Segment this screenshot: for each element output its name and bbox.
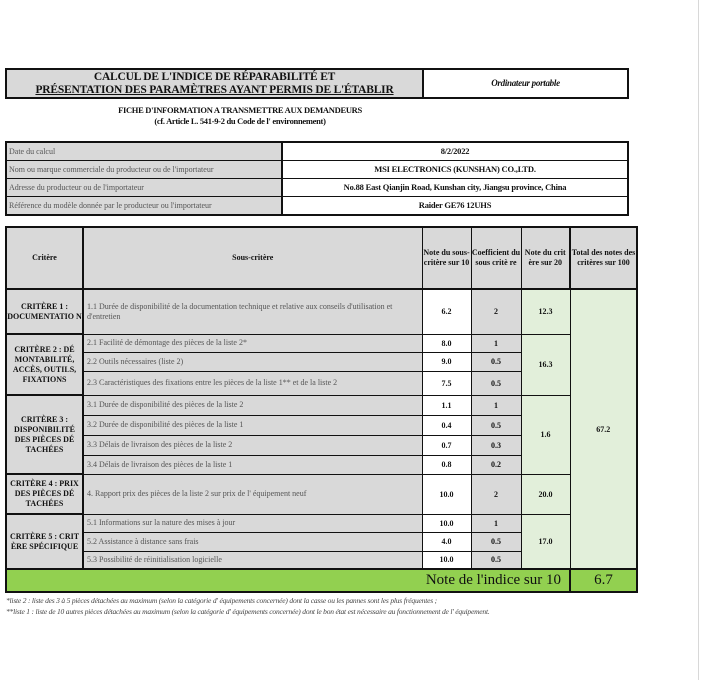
- sub-criterion-label: 3.2 Durée de disponibilité des pièces de la liste 1: [83, 415, 422, 435]
- table-row: [6, 514, 637, 532]
- sub-criterion-label: 5.3 Possibilité de réinitialisation logicielle: [83, 551, 422, 569]
- sub-criterion-label: 5.1 Informations sur la nature des mises à jour: [83, 514, 422, 532]
- table-row: [6, 395, 637, 415]
- sub-criterion-note: 9.0: [422, 352, 471, 371]
- fiche-line-2: (cf. Article L. 541-9-2 du Code de l' environnement): [154, 116, 326, 126]
- header-note-critere: Note du crit ère sur 20: [521, 227, 570, 289]
- info-label: Référence du modèle donnée par le producteur ou l'importateur: [7, 197, 283, 214]
- sub-criterion-label: 3.3 Délais de livraison des pièces de la liste 2: [83, 435, 422, 455]
- info-label: Adresse du producteur ou de l'importateur: [7, 179, 283, 196]
- footnotes: [6, 595, 490, 617]
- repairability-table: [5, 226, 636, 593]
- sub-criterion-note: 10.0: [422, 514, 471, 532]
- sub-criterion-label: 2.3 Caractéristiques des fixations entre les pièces de la liste 1** et de la liste 2: [83, 371, 422, 395]
- sub-criterion-label: 2.1 Facilité de démontage des pièces de la liste 2*: [83, 334, 422, 352]
- sub-criterion-coef: 2: [471, 474, 521, 514]
- header-sous-critere: Sous-critère: [83, 227, 422, 289]
- table-row: [6, 334, 637, 352]
- criterion-1-label: CRITÈRE 1 : DOCUMENTATIO N: [6, 289, 83, 334]
- page-edge-rule: [698, 0, 699, 680]
- info-row-manufacturer: [7, 161, 627, 179]
- sub-criterion-label: 1.1 Durée de disponibilité de la documentation technique et relative aux conseils d'utilisation et d'entretien: [83, 289, 422, 334]
- sub-criterion-note: 0.8: [422, 455, 471, 474]
- footnote-list-1: **liste 1 : liste de 10 autres pièces détachées au maximum (selon la catégorie d' équipements concernée) dont le bon état est nécessaire au fonctionnement de l' équipement.: [6, 607, 490, 616]
- sub-criterion-coef: 0.5: [471, 352, 521, 371]
- header-total: Total des notes des critères sur 100: [570, 227, 637, 289]
- sub-criterion-coef: 0.2: [471, 455, 521, 474]
- criterion-2-score: 16.3: [521, 334, 570, 395]
- title-line-1: CALCUL DE L'INDICE DE RÉPARABILITÉ ET: [93, 71, 336, 83]
- criterion-4-label: CRITÈRE 4 : PRIX DES PIÈCES DÉ TACHÉES: [6, 474, 83, 514]
- header-coefficient: Coefficient du sous critè re: [471, 227, 521, 289]
- criterion-2-label: CRITÈRE 2 : DÉ MONTABILITÉ, ACCÈS, OUTILS, FIXATIONS: [6, 334, 83, 395]
- info-table: [5, 141, 629, 216]
- table-row: [6, 289, 637, 334]
- sub-criterion-coef: 1: [471, 334, 521, 352]
- criterion-1-score: 12.3: [521, 289, 570, 334]
- sub-criterion-coef: 1: [471, 395, 521, 415]
- sub-criterion-coef: 0.5: [471, 371, 521, 395]
- sub-criterion-note: 1.1: [422, 395, 471, 415]
- sub-criterion-coef: 0.3: [471, 435, 521, 455]
- fiche-line-1: FICHE D'INFORMATION A TRANSMETTRE AUX DEMANDEURS: [118, 105, 362, 115]
- info-value: 8/2/2022: [440, 146, 470, 156]
- info-row-date: [7, 143, 627, 161]
- table-header-row: [6, 227, 637, 289]
- info-row-model: [7, 197, 627, 214]
- index-value: 6.7: [570, 569, 637, 592]
- sub-criterion-note: 6.2: [422, 289, 471, 334]
- info-label: Date du calcul: [7, 143, 283, 160]
- total-score-100: 67.2: [570, 289, 637, 569]
- sub-criterion-label: 3.1 Durée de disponibilité des pièces de la liste 2: [83, 395, 422, 415]
- criterion-3-score: 1.6: [521, 395, 570, 474]
- sub-criterion-note: 4.0: [422, 532, 471, 551]
- sub-criterion-note: 8.0: [422, 334, 471, 352]
- criterion-5-label: CRITÈRE 5 : CRIT ÈRE SPÉCIFIQUE: [6, 514, 83, 569]
- sub-criterion-note: 0.7: [422, 435, 471, 455]
- sub-criterion-coef: 1: [471, 514, 521, 532]
- criterion-4-score: 20.0: [521, 474, 570, 514]
- criterion-3-label: CRITÈRE 3 : DISPONIBILITÉ DES PIÈCES DÉ TACHÉES: [6, 395, 83, 474]
- sub-criterion-label: 3.4 Délais de livraison des pièces de la liste 1: [83, 455, 422, 474]
- index-label: Note de l'indice sur 10: [6, 569, 570, 592]
- header-critere: Critère: [6, 227, 83, 289]
- info-value: Raider GE76 12UHS: [418, 200, 492, 210]
- info-value: MSI ELECTRONICS (KUNSHAN) CO.,LTD.: [374, 164, 536, 174]
- sub-criterion-note: 10.0: [422, 551, 471, 569]
- product-category: Ordinateur portable: [491, 78, 560, 88]
- info-row-address: [7, 179, 627, 197]
- footer-row: [6, 569, 637, 592]
- info-label: Nom ou marque commerciale du producteur ou de l'importateur: [7, 161, 283, 178]
- fiche-subtitle: [0, 105, 480, 127]
- sub-criterion-label: 4. Rapport prix des pièces de la liste 2 sur prix de l' équipement neuf: [83, 474, 422, 514]
- sub-criterion-note: 0.4: [422, 415, 471, 435]
- table-row: [6, 474, 637, 514]
- sub-criterion-coef: 0.5: [471, 415, 521, 435]
- document-header: [5, 68, 629, 99]
- criterion-5-score: 17.0: [521, 514, 570, 569]
- sub-criterion-coef: 0.5: [471, 532, 521, 551]
- sub-criterion-coef: 0.5: [471, 551, 521, 569]
- sub-criterion-note: 10.0: [422, 474, 471, 514]
- sub-criterion-coef: 2: [471, 289, 521, 334]
- sub-criterion-note: 7.5: [422, 371, 471, 395]
- info-value: No.88 East Qianjin Road, Kunshan city, Jiangsu province, China: [343, 182, 567, 192]
- document-title: [7, 70, 424, 97]
- header-note-sous-critere: Note du sous-critère sur 10: [422, 227, 471, 289]
- title-line-2: PRÉSENTATION DES PARAMÈTRES AYANT PERMIS DE L'ÉTABLIR: [35, 84, 394, 96]
- sub-criterion-label: 2.2 Outils nécessaires (liste 2): [83, 352, 422, 371]
- sub-criterion-label: 5.2 Assistance à distance sans frais: [83, 532, 422, 551]
- footnote-list-2: *liste 2 : liste des 3 à 5 pièces détachées au maximum (selon la catégorie d' équipements concernée) dont la casse ou les pannes sont les plus fréquentes ;: [6, 596, 437, 605]
